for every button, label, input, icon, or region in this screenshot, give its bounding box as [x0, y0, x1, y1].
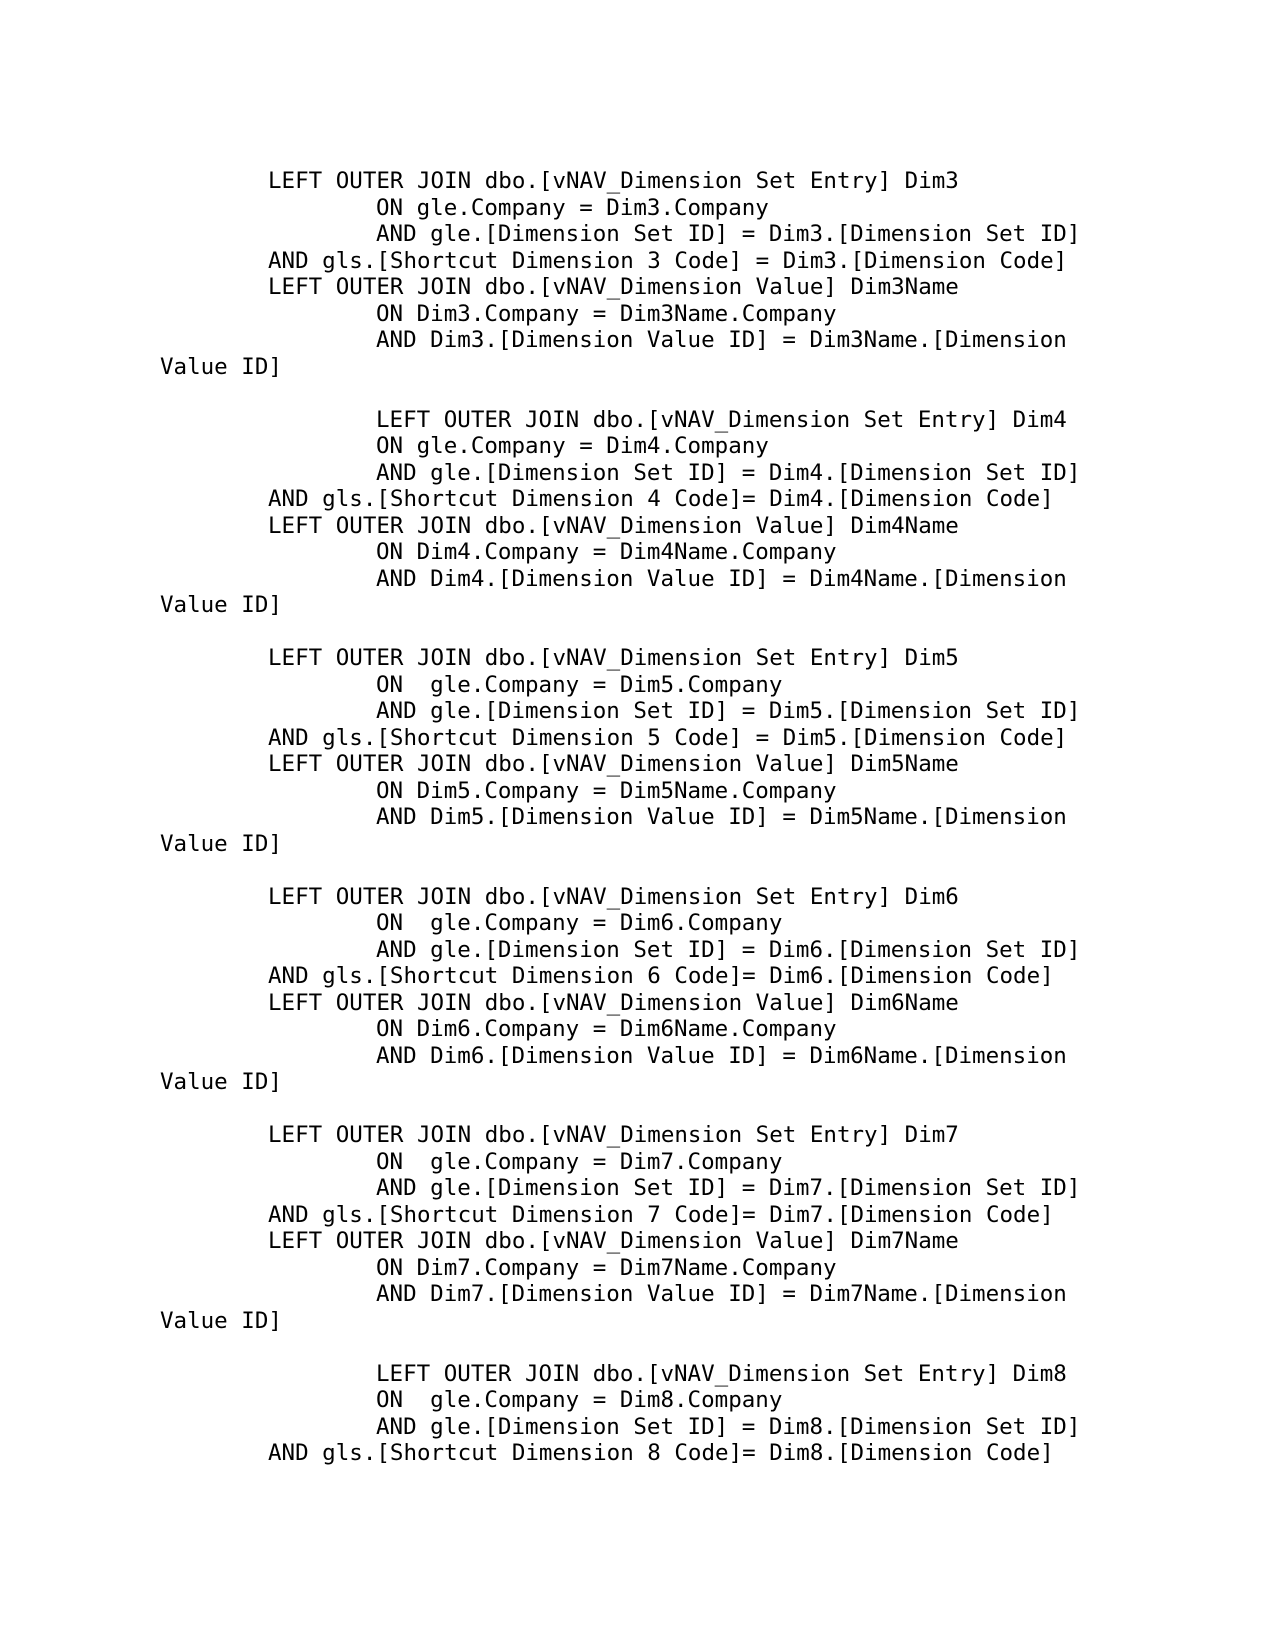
code-line: Value ID] — [160, 353, 282, 380]
code-line: AND Dim3.[Dimension Value ID] = Dim3Name.[Dimension — [376, 327, 1067, 353]
code-line: ON gle.Company = Dim3.Company — [376, 194, 769, 221]
code-line: ON gle.Company = Dim8.Company — [376, 1387, 783, 1413]
code-line: ON Dim5.Company = Dim5Name.Company — [376, 777, 837, 804]
code-line: ON Dim6.Company = Dim6Name.Company — [376, 1016, 837, 1042]
code-line: LEFT OUTER JOIN dbo.[vNAV_Dimension Set Entry] Dim5 — [268, 645, 959, 671]
code-line: AND gls.[Shortcut Dimension 3 Code] = Dim3.[Dimension Code] — [268, 247, 1068, 274]
code-line: Value ID] — [160, 1307, 282, 1334]
code-line: ON Dim4.Company = Dim4Name.Company — [376, 539, 837, 565]
code-line: AND gle.[Dimension Set ID] = Dim4.[Dimension Set ID] — [376, 459, 1081, 486]
code-line: AND gle.[Dimension Set ID] = Dim7.[Dimension Set ID] — [376, 1175, 1081, 1201]
blank-line — [0, 857, 1275, 884]
code-line: AND Dim7.[Dimension Value ID] = Dim7Name.[Dimension — [376, 1281, 1067, 1307]
code-line: LEFT OUTER JOIN dbo.[vNAV_Dimension Value] Dim5Name — [268, 751, 959, 777]
code-line: AND Dim4.[Dimension Value ID] = Dim4Name.[Dimension — [376, 565, 1067, 592]
code-line: AND gls.[Shortcut Dimension 5 Code] = Dim5.[Dimension Code] — [268, 724, 1068, 751]
code-line: ON gle.Company = Dim7.Company — [376, 1148, 783, 1175]
code-line: ON gle.Company = Dim4.Company — [376, 433, 769, 459]
code-line: AND gls.[Shortcut Dimension 7 Code]= Dim7.[Dimension Code] — [268, 1201, 1054, 1228]
code-line: AND gle.[Dimension Set ID] = Dim8.[Dimension Set ID] — [376, 1413, 1081, 1440]
code-line: LEFT OUTER JOIN dbo.[vNAV_Dimension Set Entry] Dim3 — [268, 168, 959, 194]
code-line: AND gls.[Shortcut Dimension 4 Code]= Dim4.[Dimension Code] — [268, 486, 1054, 512]
code-line: ON Dim3.Company = Dim3Name.Company — [376, 300, 837, 327]
code-line: ON gle.Company = Dim6.Company — [376, 910, 783, 936]
blank-line — [0, 619, 1275, 646]
code-line: Value ID] — [160, 1069, 282, 1095]
code-line: Value ID] — [160, 830, 282, 857]
code-line: Value ID] — [160, 592, 282, 618]
code-line: ON gle.Company = Dim5.Company — [376, 671, 783, 698]
code-line: AND gls.[Shortcut Dimension 6 Code]= Dim6.[Dimension Code] — [268, 963, 1054, 989]
code-line: AND gle.[Dimension Set ID] = Dim6.[Dimension Set ID] — [376, 936, 1081, 963]
code-line: AND gle.[Dimension Set ID] = Dim5.[Dimension Set ID] — [376, 698, 1081, 724]
code-line: LEFT OUTER JOIN dbo.[vNAV_Dimension Value] Dim6Name — [268, 989, 959, 1016]
sql-code-page — [0, 168, 1275, 1467]
code-line: LEFT OUTER JOIN dbo.[vNAV_Dimension Value] Dim7Name — [268, 1228, 959, 1254]
code-line: LEFT OUTER JOIN dbo.[vNAV_Dimension Set Entry] Dim4 — [376, 406, 1067, 433]
code-line: AND Dim6.[Dimension Value ID] = Dim6Name.[Dimension — [376, 1042, 1067, 1069]
blank-line — [0, 380, 1275, 407]
code-line: LEFT OUTER JOIN dbo.[vNAV_Dimension Value] Dim4Name — [268, 512, 959, 539]
code-line: LEFT OUTER JOIN dbo.[vNAV_Dimension Set Entry] Dim6 — [268, 883, 959, 910]
code-line: AND gle.[Dimension Set ID] = Dim3.[Dimension Set ID] — [376, 221, 1081, 247]
code-line: LEFT OUTER JOIN dbo.[vNAV_Dimension Set Entry] Dim8 — [376, 1360, 1067, 1387]
code-line: AND gls.[Shortcut Dimension 8 Code]= Dim8.[Dimension Code] — [268, 1440, 1054, 1466]
code-line: AND Dim5.[Dimension Value ID] = Dim5Name.[Dimension — [376, 804, 1067, 830]
code-line: LEFT OUTER JOIN dbo.[vNAV_Dimension Set Entry] Dim7 — [268, 1122, 959, 1148]
blank-line — [0, 1334, 1275, 1361]
code-line: LEFT OUTER JOIN dbo.[vNAV_Dimension Value] Dim3Name — [268, 274, 959, 300]
blank-line — [0, 1096, 1275, 1123]
code-line: ON Dim7.Company = Dim7Name.Company — [376, 1254, 837, 1281]
